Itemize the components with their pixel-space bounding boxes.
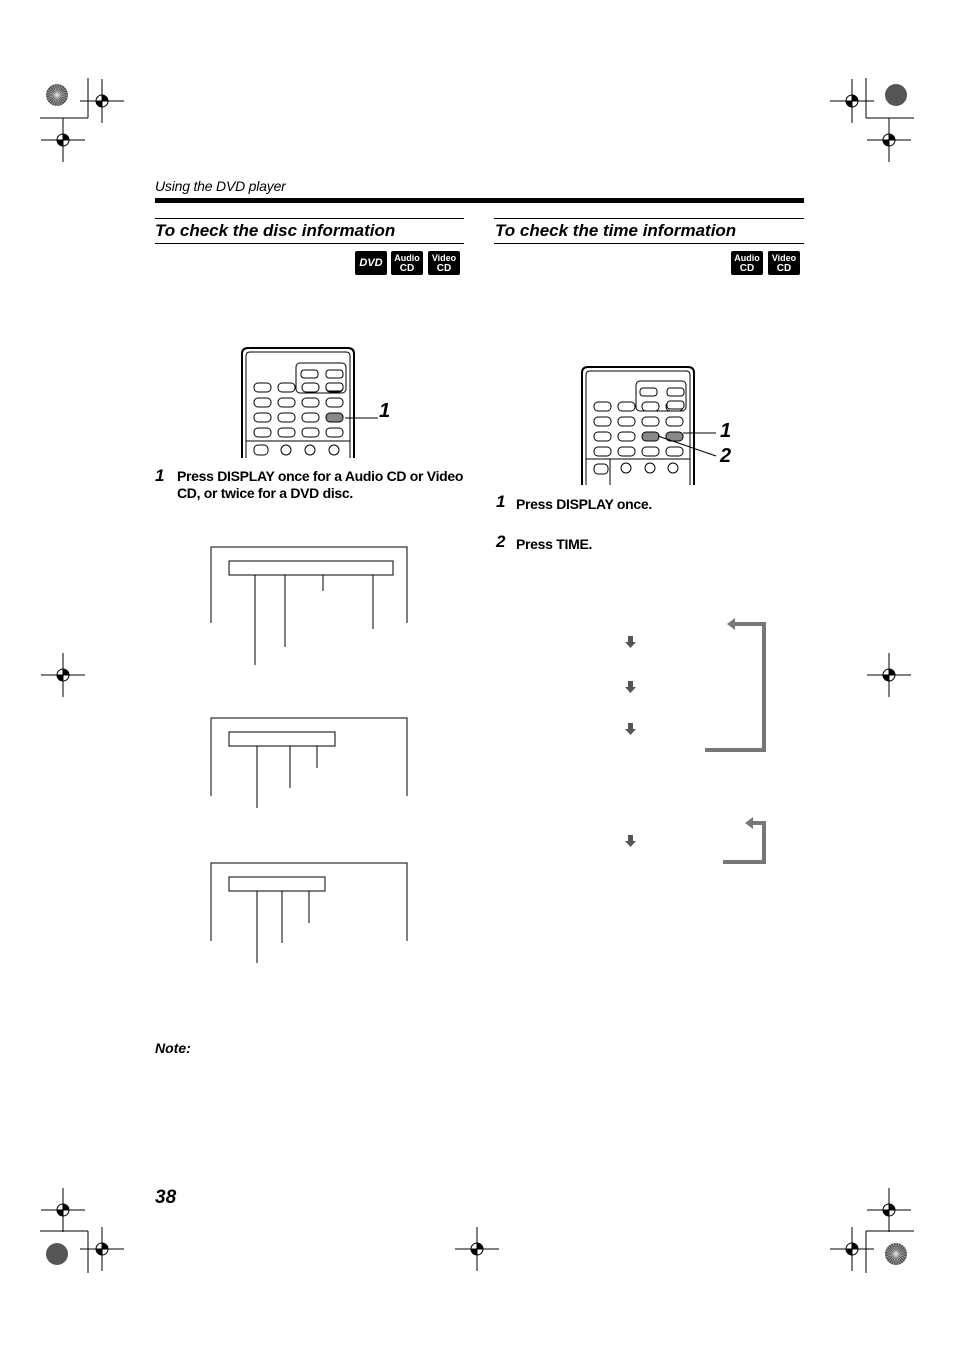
- remote-button: [618, 447, 635, 456]
- badge-line1: Video: [431, 253, 457, 263]
- crosshair-mark: [867, 118, 911, 162]
- starburst-mark: [885, 1243, 907, 1265]
- down-arrow-icon: [625, 636, 636, 648]
- remote-button: [326, 413, 343, 422]
- crosshair-mark: [867, 1188, 911, 1232]
- remote-button: [642, 402, 659, 411]
- dot-mark: [46, 1243, 68, 1265]
- step-1-text-line2: CD, or twice for a DVD disc.: [177, 485, 353, 501]
- step-2-text: Press TIME.: [516, 536, 593, 552]
- step-number: 1: [155, 466, 165, 485]
- crosshair-mark: [41, 118, 85, 162]
- crosshair-mark: [41, 1188, 85, 1232]
- remote-number-button: [329, 445, 339, 455]
- left-section-title: To check the disc information: [155, 221, 396, 240]
- remote-button: [278, 428, 295, 437]
- display-bar-2: [211, 718, 407, 808]
- remote-button: [618, 432, 635, 441]
- remote-button: [254, 398, 271, 407]
- remote-small-button: [301, 370, 318, 378]
- badge-line2: CD: [399, 263, 415, 274]
- display-bar-3: [211, 863, 407, 963]
- starburst-mark: [46, 84, 68, 106]
- diagram-layer: [211, 348, 764, 963]
- video-cd-badge: [428, 251, 460, 275]
- remote-button: [642, 447, 659, 456]
- remote-small-button: [640, 388, 657, 396]
- remote-button: [278, 383, 295, 392]
- remote-button: [254, 383, 271, 392]
- remote-right: [582, 367, 694, 485]
- badge-line1: Video: [771, 253, 797, 263]
- step-1-text-line1: Press DISPLAY once for a Audio CD or Video: [177, 468, 464, 484]
- right-section-top-rule: [494, 218, 804, 219]
- callout-1-left: 1: [379, 400, 391, 422]
- crosshair-mark: [867, 653, 911, 697]
- down-arrow-icon: [625, 835, 636, 847]
- crosshair-mark: [830, 79, 874, 123]
- crosshair-mark: [80, 79, 124, 123]
- remote-small-button: [326, 383, 343, 391]
- dvd-badge: [355, 251, 387, 275]
- video-cd-badge: [768, 251, 800, 275]
- header-rule: [155, 198, 804, 203]
- remote-button: [302, 383, 319, 392]
- remote-button: [666, 417, 683, 426]
- callout-2-right: 2: [720, 445, 732, 467]
- remote-button: [302, 413, 319, 422]
- badge-line1: Audio: [394, 253, 420, 263]
- remote-small-button: [326, 370, 343, 378]
- dot-mark: [885, 84, 907, 106]
- step-number: 1: [496, 492, 506, 511]
- remote-button: [594, 402, 611, 411]
- remote-button: [642, 417, 659, 426]
- remote-number-button: [668, 463, 678, 473]
- badge-line2: CD: [776, 263, 792, 274]
- remote-left: [242, 348, 354, 458]
- remote-button: [302, 428, 319, 437]
- badge-line2: CD: [739, 263, 755, 274]
- display-bar-1: [211, 547, 407, 665]
- crosshair-mark: [455, 1227, 499, 1271]
- down-arrow-icon: [625, 723, 636, 735]
- crosshair-mark: [80, 1227, 124, 1271]
- left-section-top-rule: [155, 218, 464, 219]
- audio-cd-badge: [391, 251, 423, 275]
- remote-button: [594, 417, 611, 426]
- right-section-bottom-rule: [494, 243, 804, 244]
- audio-cd-badge: [731, 251, 763, 275]
- remote-button: [618, 417, 635, 426]
- remote-button: [278, 413, 295, 422]
- remote-button: [326, 398, 343, 407]
- left-section-bottom-rule: [155, 243, 464, 244]
- remote-small-button: [667, 401, 684, 409]
- remote-number-button: [305, 445, 315, 455]
- remote-button: [278, 398, 295, 407]
- step-number: 2: [496, 532, 506, 551]
- remote-button: [302, 398, 319, 407]
- step-1-text: Press DISPLAY once.: [516, 496, 652, 512]
- note-label: Note:: [155, 1040, 191, 1056]
- badge-line2: CD: [436, 263, 452, 274]
- remote-button: [326, 428, 343, 437]
- remote-button: [642, 432, 659, 441]
- down-arrow-icon: [625, 681, 636, 693]
- remote-button: [594, 432, 611, 441]
- remote-button: [666, 447, 683, 456]
- badge-line1: Audio: [734, 253, 760, 263]
- remote-button: [618, 402, 635, 411]
- remote-number-button: [645, 463, 655, 473]
- crosshair-mark: [41, 653, 85, 697]
- remote-number-button: [254, 445, 268, 455]
- remote-button: [254, 428, 271, 437]
- remote-button: [254, 413, 271, 422]
- page-number: 38: [155, 1187, 177, 1208]
- crosshair-mark: [830, 1227, 874, 1271]
- remote-small-button: [667, 388, 684, 396]
- callout-1-right: 1: [720, 420, 732, 442]
- running-header: Using the DVD player: [155, 178, 286, 194]
- right-section-title: To check the time information: [495, 221, 737, 240]
- cycle-bracket-1: [705, 618, 764, 750]
- remote-number-button: [281, 445, 291, 455]
- remote-button: [594, 447, 611, 456]
- remote-number-button: [621, 463, 631, 473]
- cycle-bracket-2: [723, 817, 764, 862]
- dvd-badge-label: DVD: [359, 257, 383, 269]
